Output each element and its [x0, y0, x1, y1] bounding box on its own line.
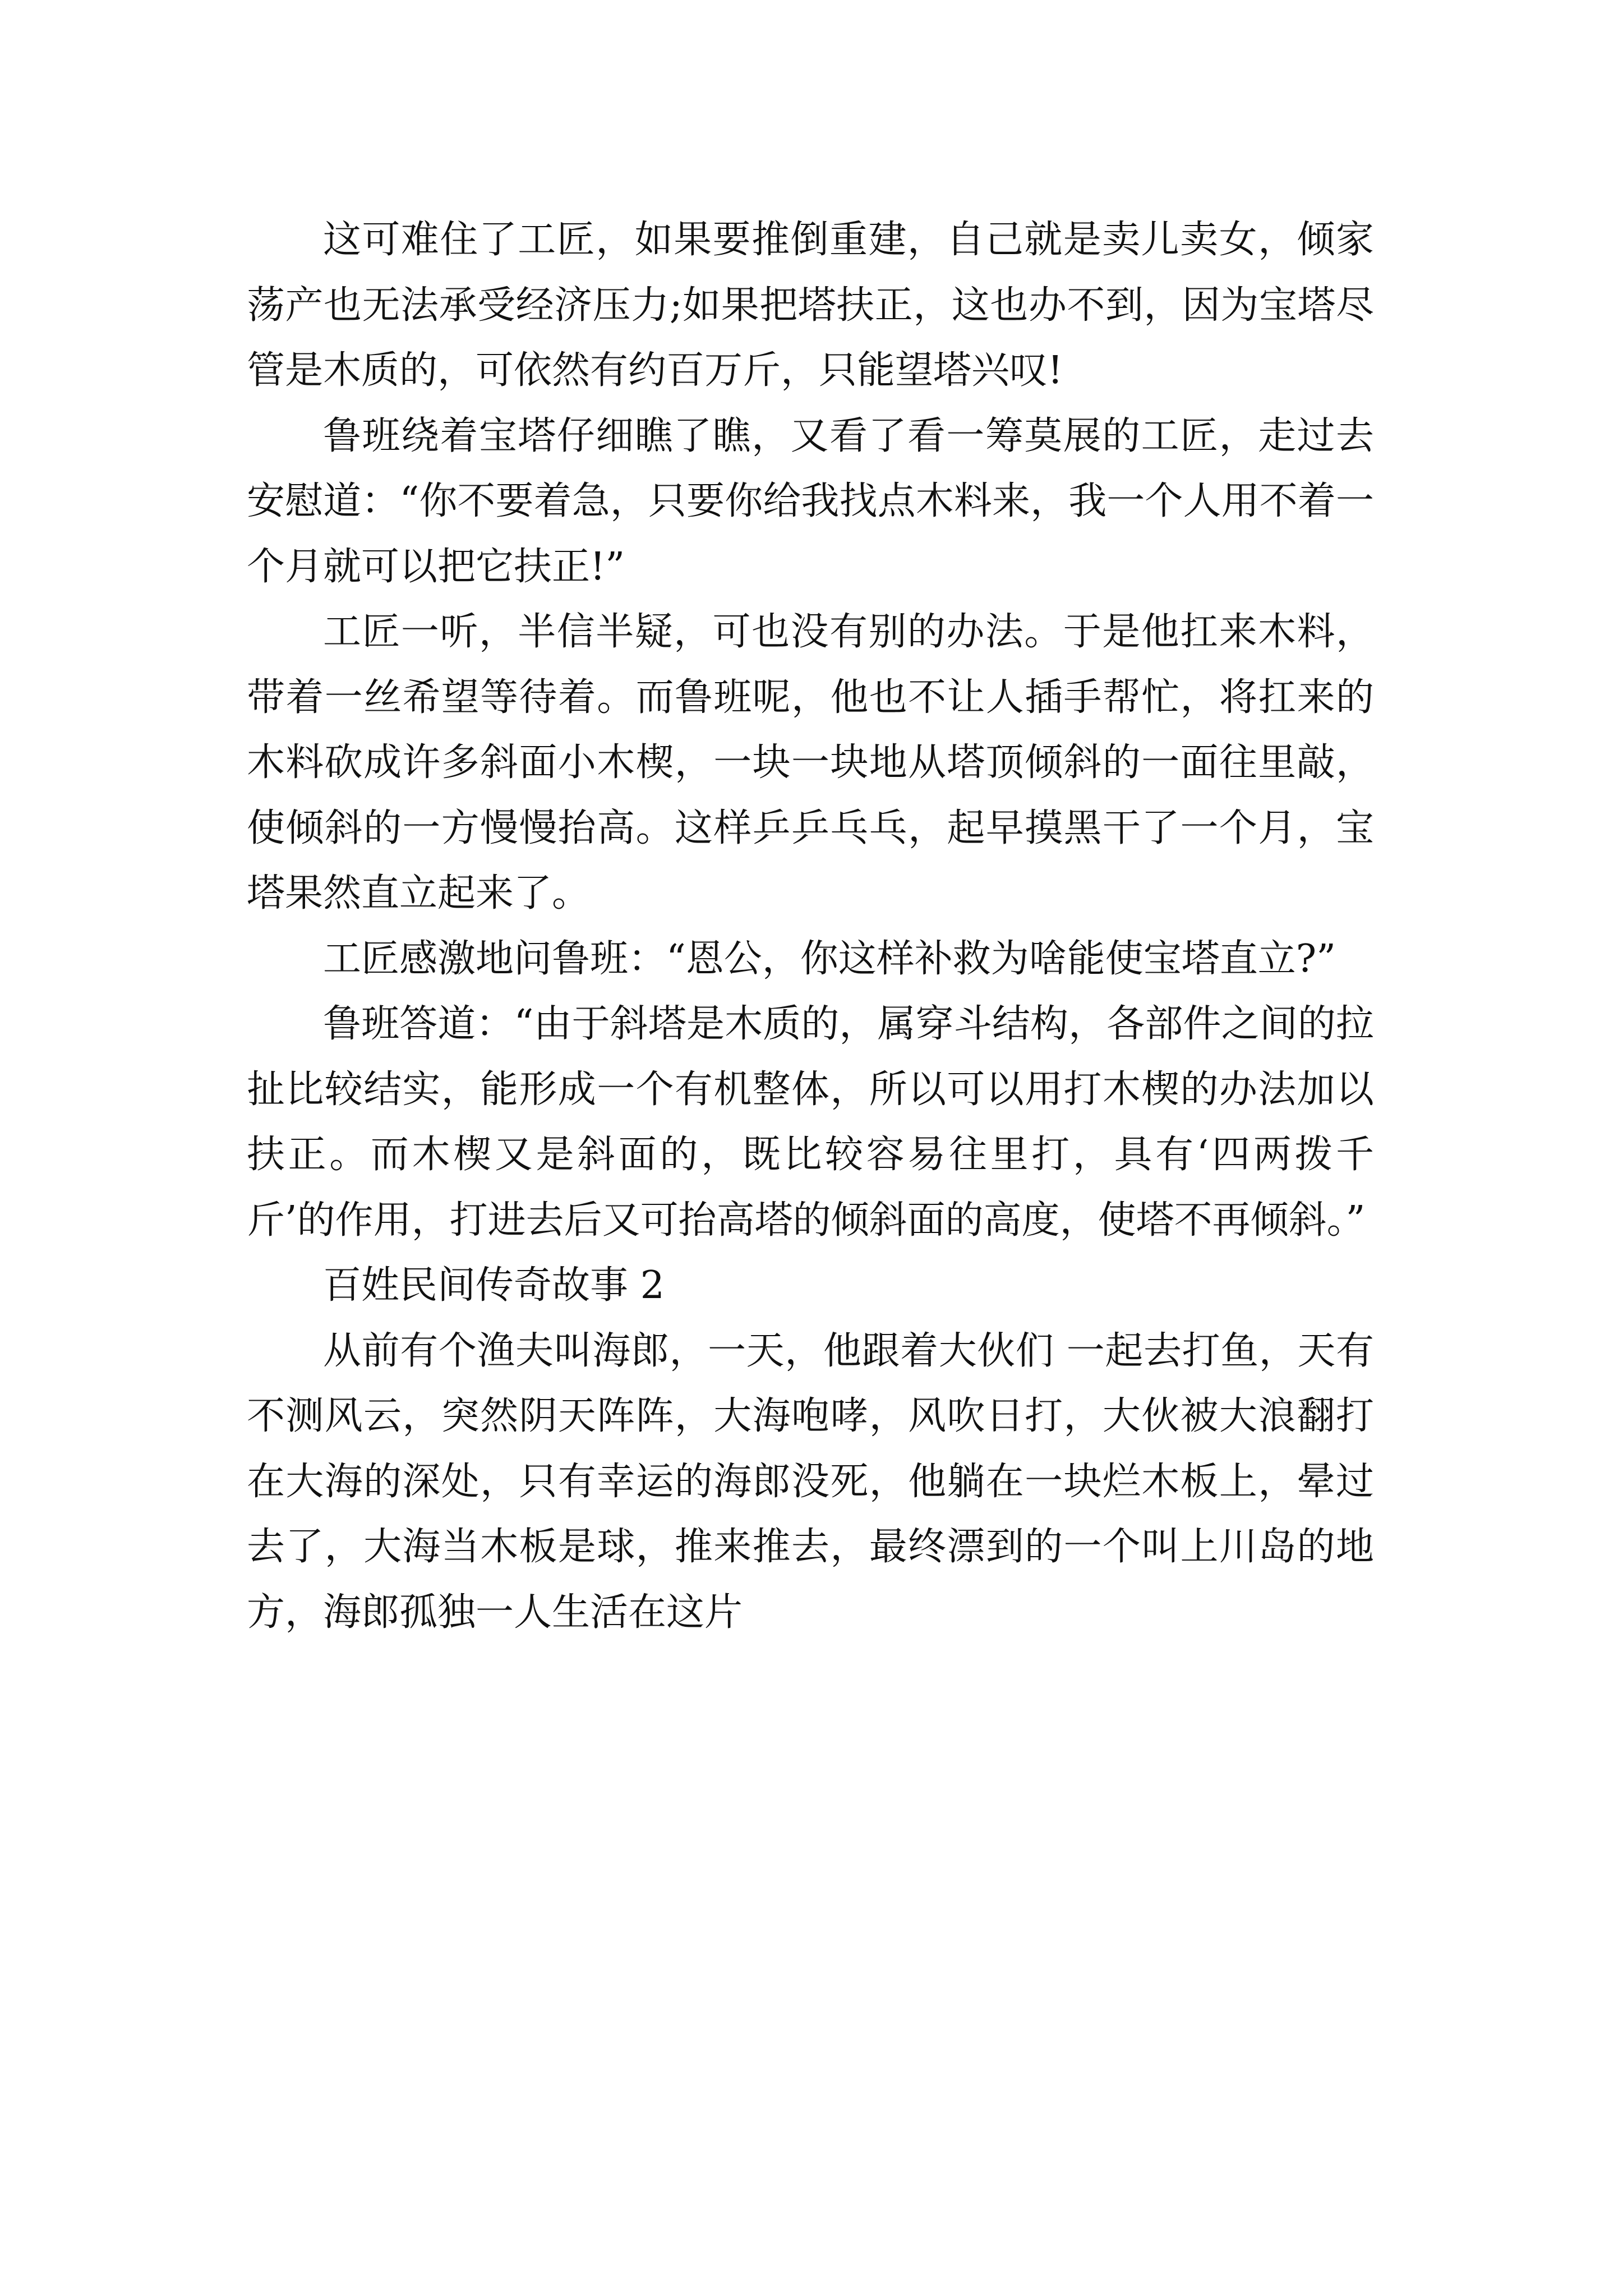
paragraph-1: 这可难住了工匠，如果要推倒重建，自己就是卖儿卖女，倾家荡产也无法承受经济压力;如果把塔扶正，这也办不到，因为宝塔尽管是木质的，可依然有约百万斤，只能望塔兴叹! [247, 218, 1374, 393]
paragraph-2: 鲁班绕着宝塔仔细瞧了瞧，又看了看一筹莫展的工匠，走过去安慰道：“你不要着急，只要你给我找点木料来，我一个人用不着一个月就可以把它扶正!” [247, 413, 1374, 589]
section-paragraph-1: 从前有个渔夫叫海郎，一天，他跟着大伙们 一起去打鱼，天有不测风云，突然阴天阵阵，大海咆哮，风吹日打，大伙被大浪翻打在大海的深处，只有幸运的海郎没死，他躺在一块烂木板上，晕过去了，大海当木板是球，推来推去，最终漂到的一个叫上川岛的地方，海郎孤独一人生活在这片 [247, 1328, 1374, 1635]
document-body [247, 208, 1374, 1645]
paragraph-3: 工匠一听，半信半疑，可也没有别的办法。于是他扛来木料，带着一丝希望等待着。而鲁班呢，他也不让人插手帮忙，将扛来的木料砍成许多斜面小木楔，一块一块地从塔顶倾斜的一面往里敲，使倾斜的一方慢慢抬高。这样乒乒乓乓，起早摸黑干了一个月，宝塔果然直立起来了。 [247, 610, 1374, 915]
paragraph-5: 鲁班答道：“由于斜塔是木质的，属穿斗结构，各部件之间的拉扯比较结实，能形成一个有机整体，所以可以用打木楔的办法加以扶正。而木楔又是斜面的，既比较容易往里打，具有‘四两拨千斤’的作用，打进去后又可抬高塔的倾斜面的高度，使塔不再倾斜。” [247, 1002, 1374, 1243]
paragraph-4: 工匠感激地问鲁班：“恩公，你这样补救为啥能使宝塔直立?” [323, 936, 1336, 981]
section-title: 百姓民间传奇故事 2 [323, 1263, 665, 1308]
